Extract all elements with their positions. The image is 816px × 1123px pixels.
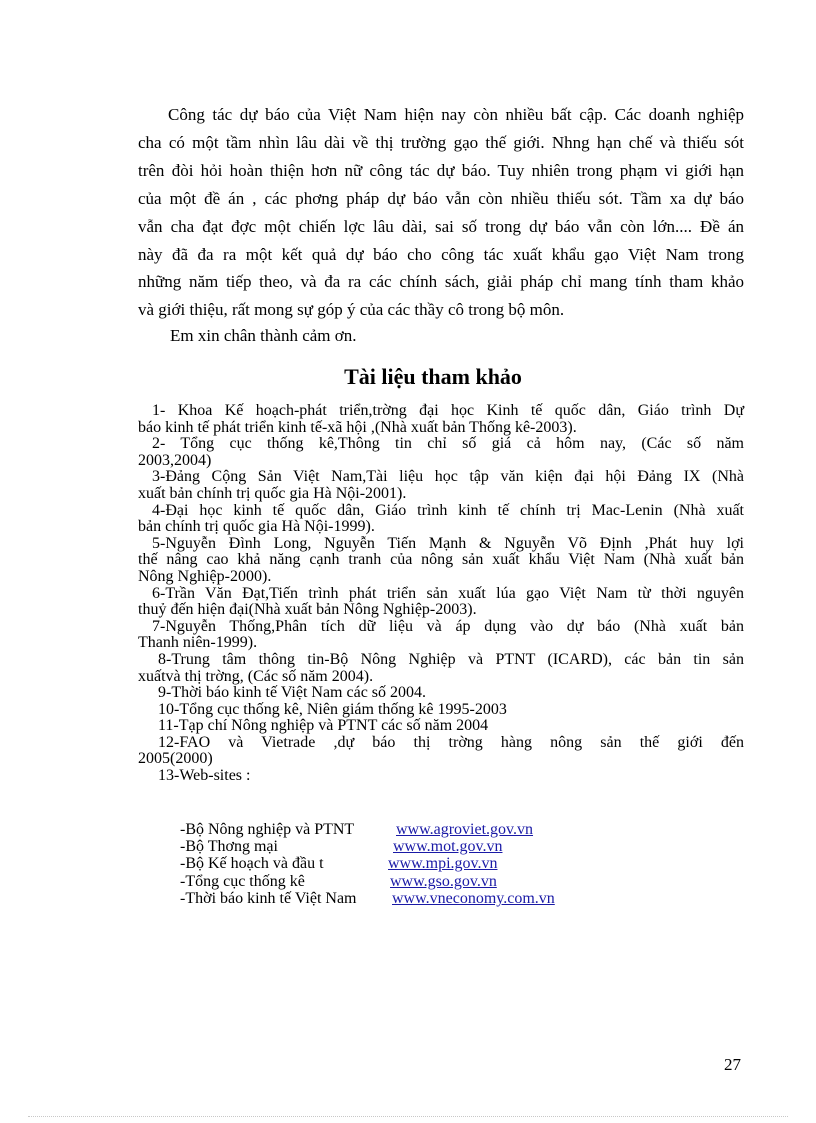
reference-line: 7-Nguyễn Thống,Phân tích dữ liệu và áp dụng vào dự báo (Nhà xuất bản: [152, 617, 744, 635]
reference-line: báo kinh tế phát triển kinh tế-xã hội ,(Nhà xuất bản Thống kê-2003).: [138, 418, 577, 436]
reference-line: xuất bản chính trị quốc gia Hà Nội-2001).: [138, 484, 407, 502]
reference-line: 6-Trần Văn Đạt,Tiến trình phát triển sản xuất lúa gạo Việt Nam từ thời nguyên: [152, 584, 744, 602]
website-entry: [0, 855, 816, 873]
website-link[interactable]: www.gso.gov.vn: [390, 873, 497, 890]
paragraph-line: những năm tiếp theo, và đa ra các chính sách, giải pháp chỉ mang tính tham khảo: [138, 272, 744, 292]
thanks-line: Em xin chân thành cảm ơn.: [170, 326, 357, 345]
website-name: -Thời báo kinh tế Việt Nam: [180, 890, 357, 907]
website-link[interactable]: www.mot.gov.vn: [393, 838, 503, 855]
website-link[interactable]: www.agroviet.gov.vn: [396, 821, 534, 838]
reference-line: 10-Tổng cục thống kê, Niên giám thống kê 1995-2003: [158, 700, 507, 718]
closing-paragraph: [138, 101, 744, 324]
paragraph-line: trên đòi hỏi hoàn thiện hơn nữ công tác dự báo. Tuy nhiên trong phạm vi giới hạn: [138, 160, 744, 180]
footer-divider: [28, 1116, 788, 1117]
reference-line: xuấtvà thị trờng, (Các số năm 2004).: [138, 667, 374, 685]
website-name: -Bộ Nông nghiệp và PTNT: [180, 821, 355, 838]
reference-line: 4-Đại học kinh tế quốc dân, Giáo trình kinh tế chính trị Mac-Lenin (Nhà xuất: [152, 501, 744, 519]
reference-line: 13-Web-sites :: [158, 767, 251, 785]
website-name: -Bộ Kế hoạch và đầu t: [180, 855, 324, 872]
references-list: [138, 403, 744, 785]
reference-line: 5-Nguyễn Đình Long, Nguyễn Tiến Mạnh & Nguyễn Võ Định ,Phát huy lợi: [152, 534, 744, 552]
reference-line: Nông Nghiệp-2000).: [138, 567, 272, 585]
reference-line: 12-FAO và Vietrade ,dự báo thị trờng hàng nông sản thế giới đến: [158, 733, 744, 751]
website-name: -Tổng cục thống kê: [180, 873, 305, 890]
reference-line: 8-Trung tâm thông tin-Bộ Nông Nghiệp và PTNT (ICARD), các bản tin sản: [158, 650, 744, 668]
reference-line: 11-Tạp chí Nông nghiệp và PTNT các số năm 2004: [158, 717, 489, 735]
reference-line: 3-Đảng Cộng Sản Việt Nam,Tài liệu học tập văn kiện đại hội Đảng IX (Nhà: [152, 468, 744, 486]
website-entry: [0, 890, 816, 908]
paragraph-line: này đã đa ra một kết quả dự báo cho công tác xuất khẩu gạo Việt Nam trong: [138, 244, 744, 264]
website-link[interactable]: www.vneconomy.com.vn: [392, 890, 555, 907]
reference-line: Thanh niên-1999).: [138, 634, 258, 652]
website-name: -Bộ Thơng mại: [180, 838, 278, 855]
reference-line: 2005(2000): [138, 750, 213, 768]
website-entry: [0, 821, 816, 839]
reference-line: 1- Khoa Kế hoạch-phát triển,trờng đại học Kinh tế quốc dân, Giáo trình Dự: [152, 402, 744, 419]
paragraph-line: vẫn cha đạt đợc một chiến lợc lâu dài, sai số trong dự báo vẫn còn lớn.... Đề án: [138, 216, 744, 236]
reference-line: 9-Thời báo kinh tế Việt Nam các số 2004.: [158, 684, 427, 702]
references-heading: Tài liệu tham khảo: [344, 364, 522, 389]
reference-line: 2003,2004): [138, 451, 212, 469]
reference-line: thuỷ đến hiện đại(Nhà xuất bản Nông Nghiệp-2003).: [138, 601, 477, 619]
reference-line: bản chính trị quốc gia Hà Nội-1999).: [138, 518, 375, 536]
paragraph-line: cha có một tầm nhìn lâu dài về thị trường gạo thế giới. Nhng hạn chế và thiếu sót: [138, 132, 744, 152]
paragraph-line: Công tác dự báo của Việt Nam hiện nay còn nhiều bất cập. Các doanh nghiệp: [168, 105, 744, 124]
paragraph-line: và giới thiệu, rất mong sự góp ý của các thầy cô trong bộ môn.: [138, 300, 565, 320]
reference-line: thế nâng cao khả năng cạnh tranh của nông sản xuất khẩu Việt Nam (Nhà xuất bản: [138, 551, 744, 569]
website-entry: [0, 873, 816, 891]
website-link[interactable]: www.mpi.gov.vn: [388, 855, 498, 872]
page-number: 27: [724, 1055, 741, 1074]
reference-line: 2- Tổng cục thống kê,Thông tin chỉ số giá cả hôm nay, (Các số năm: [152, 435, 744, 453]
paragraph-line: của một đề án , các phơng pháp dự báo vẫn còn nhiều thiếu sót. Tầm xa dự báo: [138, 188, 744, 208]
website-entry: [0, 838, 816, 856]
